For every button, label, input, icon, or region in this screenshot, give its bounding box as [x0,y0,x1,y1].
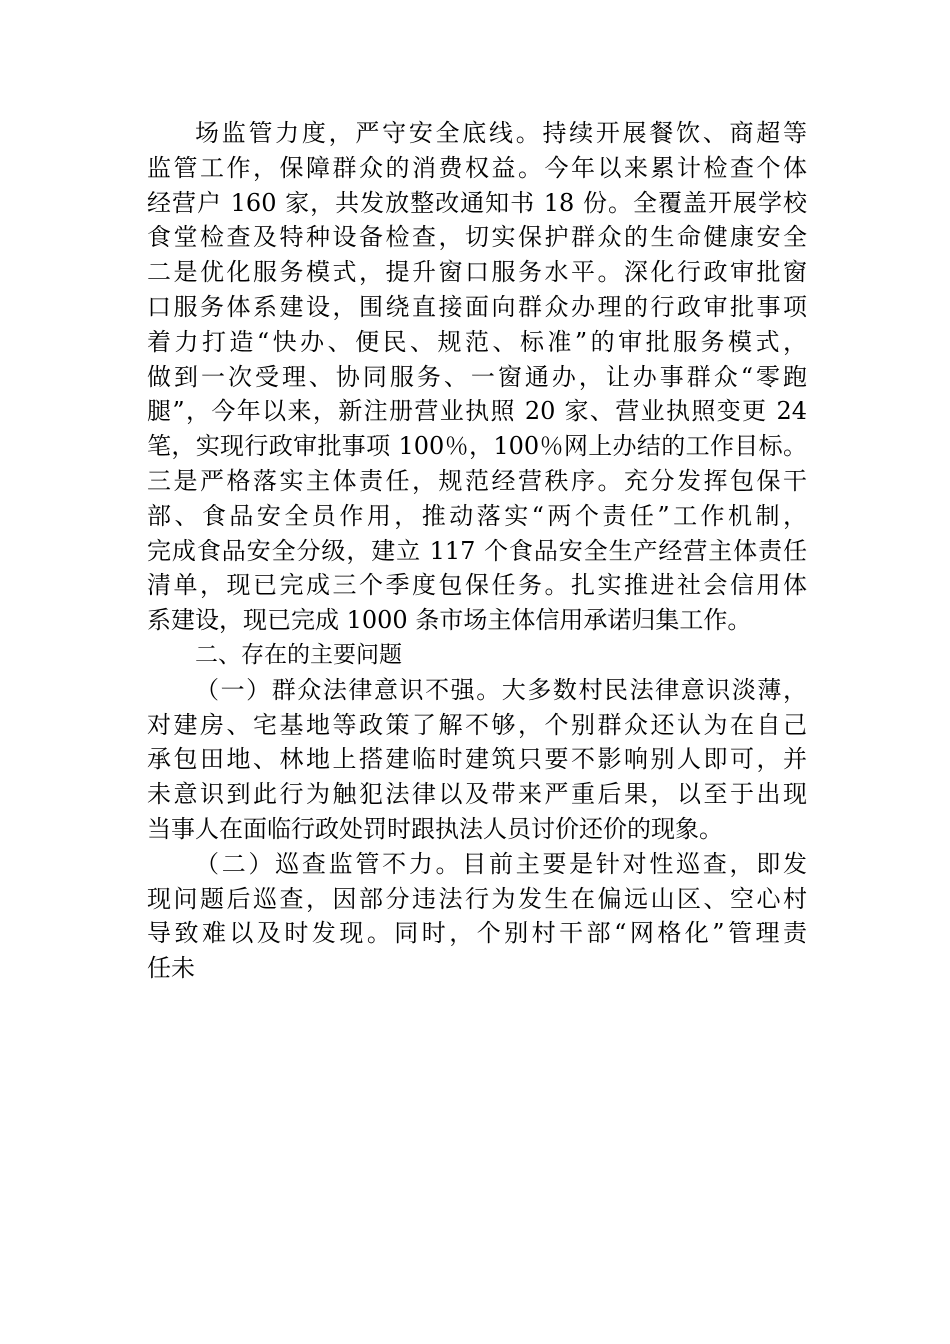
text-line: 承包田地、林地上搭建临时建筑只要不影响别人即可，并 [147,745,807,774]
text-line: 现问题后巡查，因部分违法行为发生在偏远山区、空心村 [147,884,807,913]
text-line: 食堂检查及特种设备检查，切实保护群众的生命健康安全 [147,223,807,252]
text-line: 清单，现已完成三个季度包保任务。扎实推进社会信用体 [147,571,807,600]
document-body [147,116,807,986]
text-line: 经营户 160 家，共发放整改通知书 18 份。全覆盖开展学校 [147,188,807,217]
text-line: （二）巡查监管不力。目前主要是针对性巡查，即发 [195,849,807,878]
section-heading: 二、存在的主要问题 [195,641,402,668]
text-line: 对建房、宅基地等政策了解不够，个别群众还认为在自己 [147,710,807,739]
text-line: 当事人在面临行政处罚时跟执法人员讨价还价的现象。 [147,814,723,843]
text-line: 部、食品安全员作用，推动落实“两个责任”工作机制， [147,501,807,530]
text-line: 系建设，现已完成 1000 条市场主体信用承诺归集工作。 [147,606,752,635]
text-line: 二是优化服务模式，提升窗口服务水平。深化行政审批窗 [147,258,807,287]
text-line: 口服务体系建设，围绕直接面向群众办理的行政审批事项 [147,292,807,321]
text-line: 导致难以及时发现。同时，个别村干部“网格化”管理责 [147,919,807,948]
text-line: 着力打造“快办、便民、规范、标准”的审批服务模式， [147,327,807,356]
text-line: 完成食品安全分级，建立 117 个食品安全生产经营主体责任 [147,536,807,565]
text-line: （一）群众法律意识不强。大多数村民法律意识淡薄， [195,675,807,704]
text-line: 腿”，今年以来，新注册营业执照 20 家、营业执照变更 24 [147,397,807,426]
text-line: 场监管力度，严守安全底线。持续开展餐饮、商超等 [195,119,807,147]
text-line: 三是严格落实主体责任，规范经营秩序。充分发挥包保干 [147,466,807,495]
text-line: 监管工作，保障群众的消费权益。今年以来累计检查个体 [147,153,807,182]
text-line: 笔，实现行政审批事项 100％，100％网上办结的工作目标。 [147,432,807,461]
text-line: 未意识到此行为触犯法律以及带来严重后果，以至于出现 [147,780,807,809]
text-line: 任未 [147,954,195,983]
text-line: 做到一次受理、协同服务、一窗通办，让办事群众“零跑 [147,362,807,391]
